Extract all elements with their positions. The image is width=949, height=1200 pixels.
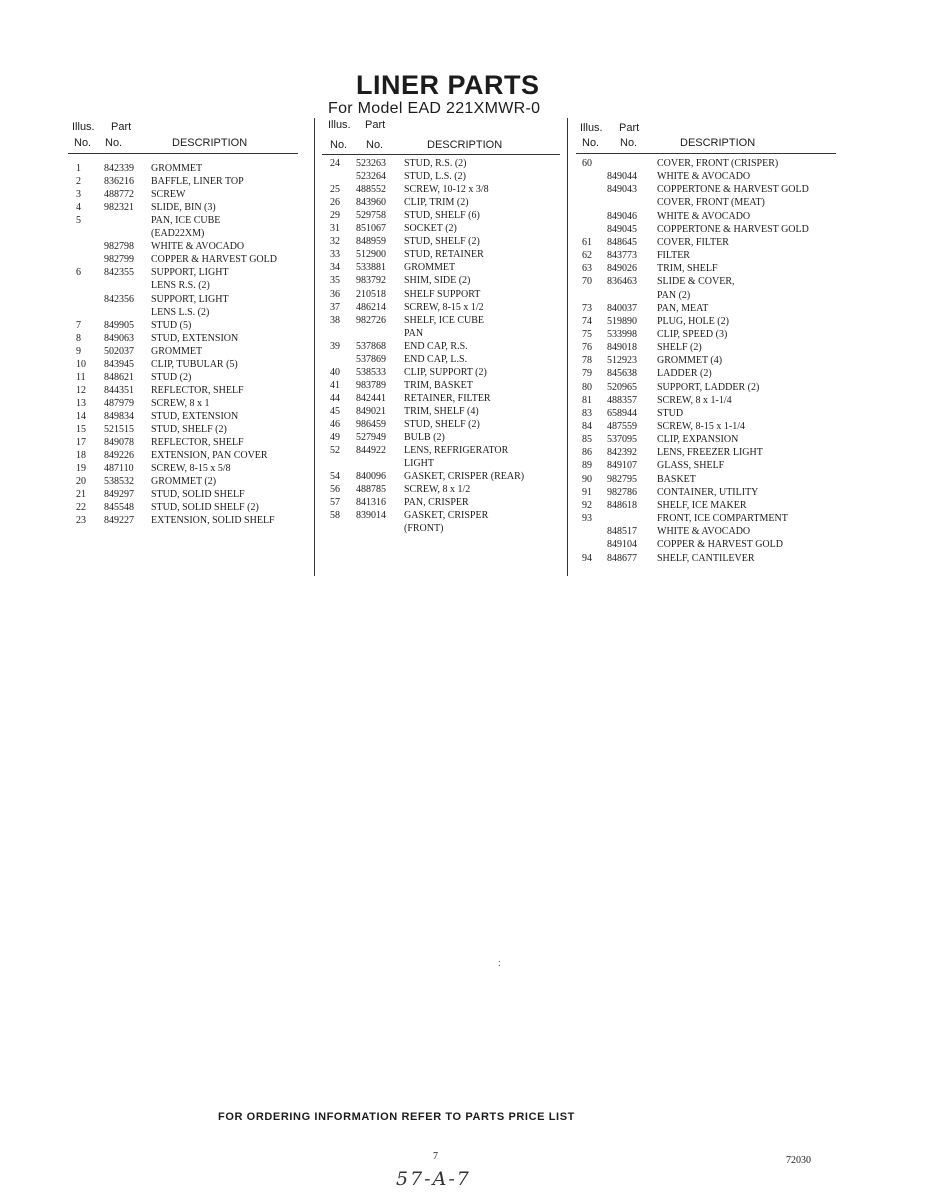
part-description: COPPER & HARVEST GOLD	[657, 539, 783, 551]
part-description: STUD, SHELF (2)	[404, 419, 480, 430]
illus-number: 18	[76, 450, 86, 462]
speck-mark: :	[498, 958, 501, 969]
part-number: 839014	[356, 510, 386, 522]
part-number: 488552	[356, 184, 386, 196]
illus-number: 38	[330, 314, 340, 326]
part-description: CLIP, SUPPORT (2)	[404, 366, 487, 378]
part-description: LIGHT	[404, 458, 434, 470]
part-description: SCREW, 8-15 x 5/8	[151, 463, 231, 475]
part-number: 849018	[607, 342, 637, 354]
part-description: CLIP, SPEED (3)	[657, 328, 728, 340]
illus-number: 89	[582, 460, 592, 472]
part-number: 845548	[104, 502, 134, 514]
illus-number: 7	[76, 319, 81, 331]
illus-number: 78	[582, 355, 592, 367]
illus-number: 81	[582, 394, 592, 406]
part-number: 848677	[607, 552, 637, 564]
part-description: SLIDE & COVER,	[657, 276, 735, 288]
part-description: SCREW, 8 x 1/2	[404, 484, 471, 496]
part-description: CLIP, TRIM (2)	[404, 197, 469, 209]
part-number: 844922	[356, 445, 386, 457]
part-number: 658944	[607, 407, 637, 419]
illus-number: 80	[582, 381, 592, 393]
part-description: (FRONT)	[404, 523, 444, 535]
illus-number: 29	[330, 210, 340, 222]
part-number: 849045	[607, 223, 637, 235]
part-description: SLIDE, BIN (3)	[151, 202, 216, 214]
illus-number: 22	[76, 502, 86, 514]
illus-number: 54	[330, 471, 340, 483]
part-description: PAN, ICE CUBE	[151, 215, 221, 227]
part-number: 533881	[356, 262, 386, 274]
part-description: SCREW, 10-12 x 3/8	[404, 184, 489, 196]
part-number: 982321	[104, 202, 134, 214]
part-number: 982795	[607, 473, 637, 485]
part-number: 849046	[607, 210, 637, 222]
part-description: REFLECTOR, SHELF	[151, 384, 244, 396]
part-description: LENS L.S. (2)	[151, 306, 210, 318]
part-description: COPPERTONE & HARVEST GOLD	[657, 184, 809, 196]
part-description: STUD, SOLID SHELF	[151, 489, 245, 501]
part-description: EXTENSION, SOLID SHELF	[151, 515, 275, 527]
part-number: 842392	[607, 447, 637, 459]
illus-number: 44	[330, 392, 340, 404]
illus-number: 3	[76, 189, 81, 201]
part-number: 849104	[607, 539, 637, 551]
part-description: SHELF, ICE MAKER	[657, 499, 747, 511]
part-description: RETAINER, FILTER	[404, 392, 491, 404]
part-description: STUD, EXTENSION	[151, 410, 239, 422]
part-description: WHITE & AVOCADO	[657, 210, 751, 222]
part-number: 848959	[356, 236, 386, 248]
part-description: CONTAINER, UTILITY	[657, 486, 759, 498]
part-description: BULB (2)	[404, 432, 445, 444]
illus-number: 91	[582, 486, 592, 498]
part-description: SHELF (2)	[657, 342, 702, 354]
illus-number: 45	[330, 405, 340, 417]
illus-number: 58	[330, 510, 340, 522]
document-code: 72030	[786, 1155, 811, 1166]
illus-number: 85	[582, 434, 592, 446]
part-number: 502037	[104, 345, 134, 357]
part-number: 843945	[104, 358, 134, 370]
part-number: 848618	[607, 499, 637, 511]
handwritten-note: 57-A-7	[396, 1168, 471, 1190]
illus-number: 21	[76, 489, 86, 501]
illus-number: 10	[76, 358, 86, 370]
part-number: 849078	[104, 437, 134, 449]
col2-header-no2: No.	[366, 139, 384, 151]
illus-number: 17	[76, 437, 86, 449]
part-number: 986459	[356, 419, 386, 430]
illus-number: 60	[582, 158, 592, 169]
part-description: FILTER	[657, 250, 690, 262]
part-number: 843960	[356, 197, 386, 209]
illus-number: 35	[330, 275, 340, 287]
col3-header-no2: No.	[620, 137, 638, 149]
part-number: 538532	[104, 476, 134, 488]
illus-number: 75	[582, 328, 592, 340]
part-number: 843773	[607, 250, 637, 262]
part-number: 849227	[104, 515, 134, 527]
part-number: 849021	[356, 405, 386, 417]
part-number: 537869	[356, 353, 386, 365]
part-description: PAN (2)	[657, 289, 691, 301]
part-description: LENS R.S. (2)	[151, 280, 210, 292]
part-description: COPPER & HARVEST GOLD	[151, 254, 277, 266]
col1-header-desc: DESCRIPTION	[172, 137, 248, 149]
part-number: 848517	[607, 526, 637, 538]
illus-number: 90	[582, 473, 592, 485]
part-number: 849905	[104, 319, 134, 331]
part-description: FRONT, ICE COMPARTMENT	[657, 513, 788, 525]
part-number: 527949	[356, 432, 386, 444]
part-description: GROMMET (2)	[151, 476, 217, 488]
illus-number: 12	[76, 384, 86, 396]
part-number: 537095	[607, 434, 637, 446]
col3-header-no1: No.	[582, 137, 600, 149]
illus-number: 23	[76, 515, 86, 527]
col1-header-part: Part	[111, 121, 132, 133]
part-number: 488785	[356, 484, 386, 496]
part-description: TRIM, SHELF (4)	[404, 405, 479, 417]
illus-number: 92	[582, 499, 592, 511]
illus-number: 76	[582, 342, 592, 354]
part-number: 849297	[104, 489, 134, 501]
col1-header-no1: No.	[74, 137, 92, 149]
part-description: SCREW	[151, 189, 186, 201]
part-description: WHITE & AVOCADO	[657, 171, 751, 183]
illus-number: 33	[330, 249, 340, 261]
column-divider-2	[567, 118, 568, 576]
part-description: COPPERTONE & HARVEST GOLD	[657, 223, 809, 235]
illus-number: 25	[330, 184, 340, 196]
illus-number: 8	[76, 332, 81, 344]
part-description: GROMMET	[151, 163, 203, 174]
illus-number: 41	[330, 379, 340, 391]
illus-number: 46	[330, 419, 340, 430]
part-description: WHITE & AVOCADO	[657, 526, 751, 538]
illus-number: 24	[330, 158, 340, 169]
part-number: 845638	[607, 368, 637, 380]
illus-number: 34	[330, 262, 340, 274]
col2-header-rule	[322, 154, 560, 155]
part-number: 533998	[607, 328, 637, 340]
part-number: 844351	[104, 384, 134, 396]
part-description: STUD, SHELF (6)	[404, 210, 480, 222]
part-description: EXTENSION, PAN COVER	[151, 450, 268, 462]
col2-header-no1: No.	[330, 139, 348, 151]
part-description: LENS, REFRIGERATOR	[404, 445, 509, 457]
col2-header-part: Part	[365, 119, 386, 131]
part-number: 512900	[356, 249, 386, 261]
part-description: SUPPORT, LADDER (2)	[657, 381, 760, 393]
part-number: 841316	[356, 497, 386, 509]
part-number: 851067	[356, 223, 386, 235]
illus-number: 6	[76, 267, 81, 279]
illus-number: 32	[330, 236, 340, 248]
col2-header-illus: Illus.	[328, 119, 351, 131]
part-number: 486214	[356, 301, 386, 313]
illus-number: 5	[76, 215, 81, 227]
part-description: STUD, L.S. (2)	[404, 171, 466, 183]
part-number: 521515	[104, 424, 134, 435]
col3-header-part: Part	[619, 122, 640, 134]
illus-number: 31	[330, 223, 340, 235]
part-number: 849063	[104, 332, 134, 344]
illus-number: 83	[582, 407, 592, 419]
part-description: STUD, EXTENSION	[151, 332, 239, 344]
part-description: SHELF, ICE CUBE	[404, 314, 485, 326]
part-number: 982799	[104, 254, 134, 266]
part-description: BAFFLE, LINER TOP	[151, 176, 244, 188]
illus-number: 84	[582, 421, 592, 432]
part-number: 836216	[104, 176, 134, 188]
part-description: COVER, FRONT (CRISPER)	[657, 158, 779, 169]
part-number: 488357	[607, 394, 637, 406]
illus-number: 19	[76, 463, 86, 475]
part-number: 982786	[607, 486, 637, 498]
illus-number: 1	[76, 163, 81, 174]
part-number: 849107	[607, 460, 637, 472]
part-number: 487110	[104, 463, 134, 475]
part-description: PLUG, HOLE (2)	[657, 315, 729, 327]
part-number: 523264	[356, 171, 386, 183]
model-subtitle: For Model EAD 221XMWR-0	[328, 100, 541, 117]
part-number: 210518	[356, 288, 386, 300]
illus-number: 11	[76, 371, 86, 383]
part-description: END CAP, R.S.	[404, 340, 468, 352]
illus-number: 62	[582, 250, 592, 262]
part-description: SCREW, 8 x 1	[151, 397, 210, 409]
illus-number: 39	[330, 340, 340, 352]
part-description: SHELF, CANTILEVER	[657, 552, 755, 564]
part-description: SOCKET (2)	[404, 223, 457, 235]
illus-number: 4	[76, 202, 81, 214]
part-description: GLASS, SHELF	[657, 460, 725, 472]
illus-number: 86	[582, 447, 592, 459]
part-description: GASKET, CRISPER (REAR)	[404, 471, 525, 483]
illus-number: 37	[330, 301, 340, 313]
part-number: 842441	[356, 392, 386, 404]
part-description: REFLECTOR, SHELF	[151, 437, 244, 449]
part-description: END CAP, L.S.	[404, 353, 468, 365]
part-number: 840037	[607, 302, 637, 314]
illus-number: 40	[330, 366, 340, 378]
col1-header-no2: No.	[105, 137, 123, 149]
col3-header-desc: DESCRIPTION	[680, 137, 756, 149]
part-description: SCREW, 8 x 1-1/4	[657, 394, 732, 406]
part-description: COVER, FILTER	[657, 236, 729, 248]
part-number: 529758	[356, 210, 386, 222]
part-number: 842339	[104, 163, 134, 174]
part-description: SCREW, 8-15 x 1-1/4	[657, 421, 745, 432]
illus-number: 26	[330, 197, 340, 209]
part-number: 849044	[607, 171, 637, 183]
part-description: TRIM, SHELF	[657, 263, 718, 275]
illus-number: 93	[582, 513, 592, 525]
col2-header-desc: DESCRIPTION	[427, 139, 503, 151]
part-number: 848645	[607, 236, 637, 248]
part-number: 840096	[356, 471, 386, 483]
illus-number: 56	[330, 484, 340, 496]
part-number: 842355	[104, 267, 134, 279]
part-number: 983789	[356, 379, 386, 391]
illus-number: 36	[330, 288, 340, 300]
part-number: 849026	[607, 263, 637, 275]
illus-number: 13	[76, 397, 86, 409]
part-description: SCREW, 8-15 x 1/2	[404, 301, 484, 313]
part-description: CLIP, TUBULAR (5)	[151, 358, 238, 370]
part-description: STUD, SOLID SHELF (2)	[151, 502, 259, 514]
part-number: 487559	[607, 421, 637, 432]
illus-number: 52	[330, 445, 340, 457]
illus-number: 79	[582, 368, 592, 380]
illus-number: 20	[76, 476, 86, 488]
illus-number: 49	[330, 432, 340, 444]
part-number: 537868	[356, 340, 386, 352]
illus-number: 70	[582, 276, 592, 288]
illus-number: 9	[76, 345, 81, 357]
part-description: STUD (2)	[151, 371, 192, 383]
part-description: PAN, CRISPER	[404, 497, 469, 509]
part-number: 983792	[356, 275, 386, 287]
illus-number: 14	[76, 410, 86, 422]
part-description: WHITE & AVOCADO	[151, 241, 245, 253]
part-number: 849226	[104, 450, 134, 462]
illus-number: 61	[582, 236, 592, 248]
part-description: SUPPORT, LIGHT	[151, 267, 229, 279]
part-number: 520965	[607, 381, 637, 393]
part-description: STUD (5)	[151, 319, 192, 331]
illus-number: 2	[76, 176, 81, 188]
part-number: 519890	[607, 315, 637, 327]
part-description: TRIM, BASKET	[404, 379, 473, 391]
part-description: GROMMET	[404, 262, 456, 274]
part-number: 849834	[104, 410, 134, 422]
part-description: STUD, SHELF (2)	[404, 236, 480, 248]
part-number: 842356	[104, 293, 134, 305]
illus-number: 94	[582, 552, 592, 564]
part-number: 487979	[104, 397, 134, 409]
column-divider-1	[314, 118, 315, 576]
part-description: STUD, R.S. (2)	[404, 158, 467, 169]
part-description: CLIP, EXPANSION	[657, 434, 739, 446]
part-description: SHIM, SIDE (2)	[404, 275, 471, 287]
part-number: 836463	[607, 276, 637, 288]
page-number: 7	[433, 1151, 438, 1162]
part-number: 512923	[607, 355, 637, 367]
illus-number: 57	[330, 497, 340, 509]
part-number: 538533	[356, 366, 386, 378]
illus-number: 74	[582, 315, 592, 327]
part-number: 488772	[104, 189, 134, 201]
page-title: LINER PARTS	[356, 70, 540, 100]
part-description: LENS, FREEZER LIGHT	[657, 447, 763, 459]
part-description: PAN, MEAT	[657, 302, 709, 314]
part-number: 982798	[104, 241, 134, 253]
col1-header-illus: Illus.	[72, 121, 95, 133]
part-description: STUD	[657, 407, 684, 419]
part-number: 849043	[607, 184, 637, 196]
part-description: GASKET, CRISPER	[404, 510, 489, 522]
part-description: SUPPORT, LIGHT	[151, 293, 229, 305]
part-description: STUD, RETAINER	[404, 249, 484, 261]
part-number: 848621	[104, 371, 134, 383]
illus-number: 15	[76, 424, 86, 435]
part-number: 982726	[356, 314, 386, 326]
part-description: COVER, FRONT (MEAT)	[657, 197, 765, 209]
illus-number: 73	[582, 302, 592, 314]
col3-header-rule	[576, 153, 836, 154]
ordering-footer: FOR ORDERING INFORMATION REFER TO PARTS PRICE LIST	[218, 1111, 575, 1123]
part-description: GROMMET	[151, 345, 203, 357]
part-description: (EAD22XM)	[151, 228, 205, 240]
part-description: PAN	[404, 327, 424, 339]
part-number: 523263	[356, 158, 386, 169]
part-description: STUD, SHELF (2)	[151, 424, 227, 435]
part-description: BASKET	[657, 473, 696, 485]
part-description: LADDER (2)	[657, 368, 712, 380]
col3-header-illus: Illus.	[580, 122, 603, 134]
illus-number: 63	[582, 263, 592, 275]
col1-header-rule	[68, 153, 298, 154]
part-description: SHELF SUPPORT	[404, 288, 481, 300]
part-description: GROMMET (4)	[657, 355, 723, 367]
